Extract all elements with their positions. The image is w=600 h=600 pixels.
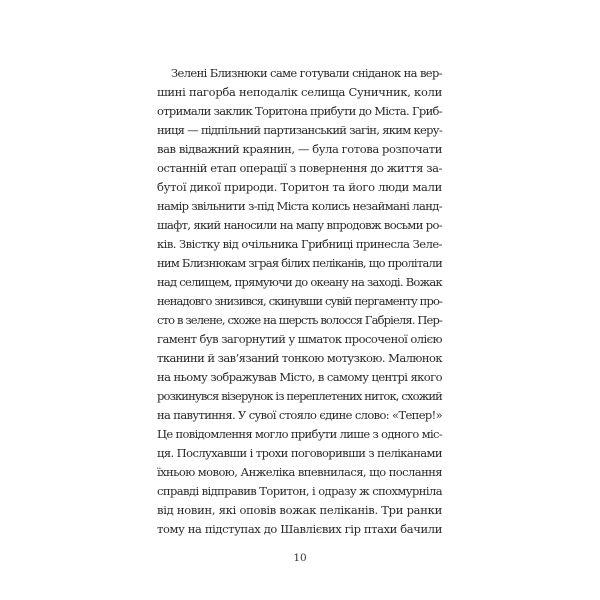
text-line: Зелені Близнюки саме готували сніданок на вер-: [171, 66, 442, 80]
text-line: шині пагорба неподалік селища Суничник, коли: [157, 85, 442, 99]
text-line: від новин, які оповів вожак пеліканів. Три ранки: [157, 503, 442, 517]
text-line: Це повідомлення могло прибути лише з одного міс-: [157, 427, 442, 441]
text-line: на павутиння. У сувої стояло єдине слово: «Тепер!»: [157, 408, 442, 422]
text-line: тому на підступах до Шавлієвих гір птахи бачили: [157, 522, 443, 536]
text-line: їхньою мовою, Анжеліка впевнилася, що послання: [157, 465, 443, 479]
text-line: отримали заклик Торитона прибути до Міста. Гриб-: [157, 104, 443, 118]
text-line: справді відправив Торитон, і одразу ж спохмурніла: [157, 484, 442, 498]
text-line: ненадовго знизився, скинувши сувій пергаменту про-: [157, 294, 442, 308]
text-line: останній етап операції з повернення до життя за-: [157, 161, 443, 175]
text-line: над селищем, прямуючи до океану на заході. Вожак: [157, 275, 442, 289]
text-line: розкинувся візерунок із переплетених ниток, схожий: [157, 389, 442, 403]
text-line: тканини й зав’язаний тонкою мотузкою. Малюнок: [157, 351, 443, 365]
text-line: бутої дикої природи. Торитон та його люди мали: [157, 180, 442, 194]
text-line: шафт, який наносили на мапу впродовж восьми ро-: [157, 218, 443, 232]
text-line: ків. Звістку від очільника Грибниці принесла Зеле-: [157, 237, 442, 251]
text-line: вав відважний краянин, — була готова розпочати: [157, 142, 443, 156]
text-line: гамент був загорнутий у шматок просоченої олією: [157, 332, 442, 346]
text-line: намір звільнити з-під Міста колись незаймані ланд-: [157, 199, 443, 213]
text-line: сто в зелене, схоже на шерсть волосся Габріеля. Пер-: [157, 313, 442, 327]
text-line: ниця — підпільний партизанський загін, яким керу-: [157, 123, 443, 137]
body-text: [157, 64, 442, 539]
text-line: ним Близнюкам зграя білих пеліканів, що пролітали: [157, 256, 443, 270]
page-number: 10: [293, 552, 307, 564]
text-line: ця. Послухавши і трохи поговоривши з пеліканами: [157, 446, 443, 460]
text-line: на ньому зображував Місто, в самому центрі якого: [157, 370, 442, 384]
